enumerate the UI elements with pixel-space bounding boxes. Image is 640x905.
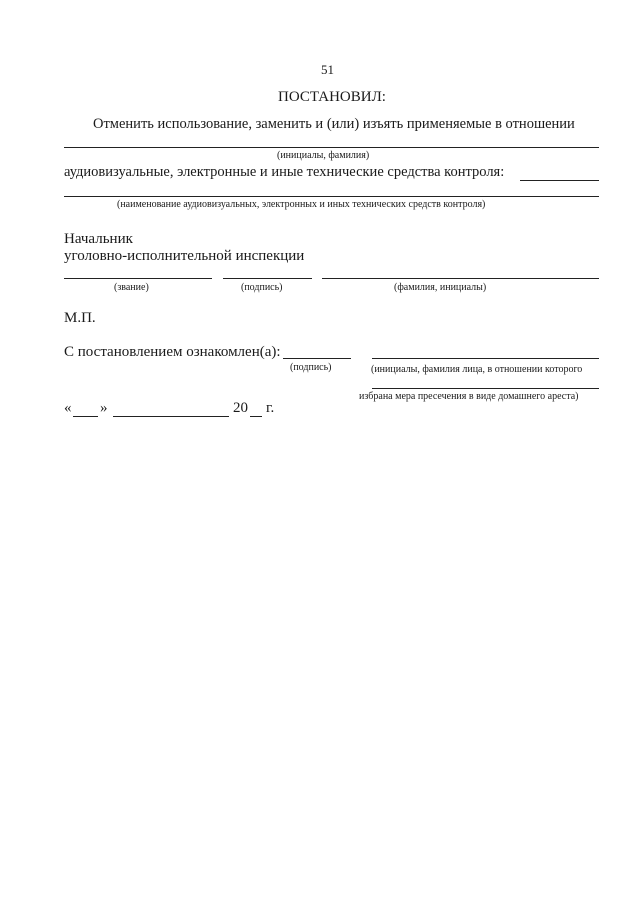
- rank-line: [64, 278, 212, 279]
- ack-person-line: [372, 358, 599, 359]
- caption-rank: (звание): [114, 282, 149, 293]
- signatory-title-line2: уголовно-исполнительной инспекции: [64, 248, 305, 264]
- caption-initials-surname: (инициалы, фамилия): [277, 150, 370, 161]
- caption-signature: (подпись): [241, 282, 283, 293]
- ack-signature-line: [283, 358, 351, 359]
- page-number: 51: [321, 62, 334, 77]
- devices-name-line: [64, 196, 599, 197]
- ack-caption-person-line2: избрана мера пресечения в виде домашнего ареста): [359, 391, 579, 402]
- date-day-line: [73, 416, 98, 417]
- date-month-line: [113, 416, 229, 417]
- date-close-quote: »: [100, 400, 108, 416]
- ack-caption-person-line1: (инициалы, фамилия лица, в отношении которого: [371, 364, 583, 375]
- ack-caption-signature: (подпись): [290, 362, 332, 373]
- signature-line: [223, 278, 312, 279]
- surname-initials-line: [322, 278, 599, 279]
- initials-surname-line: [64, 147, 599, 148]
- date-year-prefix: 20: [233, 400, 248, 416]
- devices-line: аудиовизуальные, электронные и иные технические средства контроля:: [64, 164, 505, 180]
- decision-line: Отменить использование, заменить и (или) изъять применяемые в отношении: [93, 116, 575, 132]
- ack-person-line-2: [372, 388, 599, 389]
- date-year-line: [250, 416, 262, 417]
- heading: ПОСТАНОВИЛ:: [278, 89, 386, 105]
- devices-fill-line: [520, 180, 599, 181]
- acknowledgement-label: С постановлением ознакомлен(а):: [64, 344, 281, 360]
- caption-surname-initials: (фамилия, инициалы): [394, 282, 487, 293]
- date-open-quote: «: [64, 400, 72, 416]
- caption-devices-name: (наименование аудиовизуальных, электронных и иных технических средств контроля): [117, 199, 486, 210]
- date-year-suffix: г.: [266, 400, 275, 416]
- signatory-title-line1: Начальник: [64, 231, 133, 247]
- seal-label: М.П.: [64, 310, 96, 326]
